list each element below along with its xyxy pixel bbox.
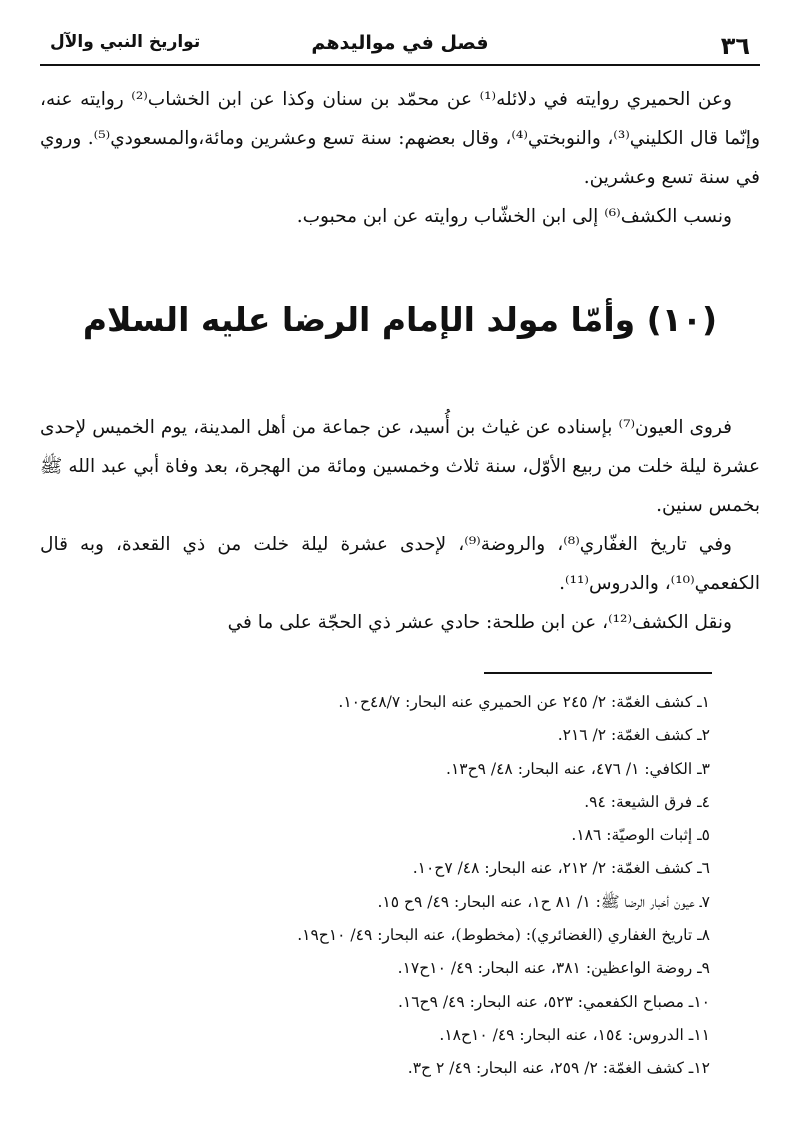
page-number: ٣٦ [720,32,750,60]
footnote: ٨ـ تاريخ الغفاري (الغضائري): (مخطوط)، عنه البحار: ٤٩/ ١٠ح١٩. [297,926,710,945]
section-heading: (١٠) وأمّا مولد الإمام الرضا عليه السلام [82,300,718,339]
footnote: ٣ـ الكافي: ١/ ٤٧٦، عنه البحار: ٤٨/ ٩ح١٣. [446,759,710,778]
page-header [40,28,760,62]
footnote: ٧ـ عيون أخبار الرضا ﷺ: ١/ ٨١ ح١، عنه البحار: ٤٩/ ٩ح ١٥. [377,892,710,911]
footnote: ٦ـ كشف الغمّة: ٢/ ٢١٢، عنه البحار: ٤٨/ ٧ح١٠. [412,859,710,878]
footnote: ١٠ـ مصباح الكفعمي: ٥٢٣، عنه البحار: ٤٩/ ٩ح١٦. [397,992,710,1011]
book-title: تواريخ النبي والآل [50,32,201,52]
footnote: ١١ـ الدروس: ١٥٤، عنه البحار: ٤٩/ ١٠ح١٨. [439,1025,710,1044]
header-divider [40,64,760,66]
footnote: ١٢ـ كشف الغمّة: ٢/ ٢٥٩، عنه البحار: ٤٩/ ٢ ح٣. [407,1059,710,1078]
footnote: ١ـ كشف الغمّة: ٢/ ٢٤٥ عن الحميري عنه البحار: ٤٨/٧ح١٠. [338,693,710,711]
paragraph: وعن الحميري روايته في دلائله⁽¹⁾ عن محمّد بن سنان وكذا عن ابن الخشاب⁽²⁾ روايته عنه، وإنّما قال الكليني⁽³⁾، والنوبختي⁽⁴⁾، وقال بعضهم: سنة تسع وعشرين ومائة،والمسعودي⁽⁵⁾. وروي في سنة تسع وعشرين. [40,89,760,188]
footnote: ٤ـ فرق الشيعة: ٩٤. [584,792,710,811]
footnote: ٩ـ روضة الواعظين: ٣٨١، عنه البحار: ٤٩/ ١٠ح١٧. [397,959,710,978]
main-text-block [40,408,760,642]
footnote: ٥ـ إثبات الوصيّة: ١٨٦. [571,826,710,845]
chapter-title: فصل في مواليدهم [311,32,489,54]
footnote-divider [484,672,712,674]
footnote: ٢ـ كشف الغمّة: ٢/ ٢١٦. [557,726,710,745]
footnotes-list [150,686,710,1086]
paragraph: ونسب الكشف⁽⁶⁾ إلى ابن الخشّاب روايته عن ابن محبوب. [296,206,732,227]
top-text-block [40,80,760,236]
paragraph: ونقل الكشف⁽¹²⁾، عن ابن طلحة: حادي عشر ذي الحجّة على ما في [227,612,732,633]
paragraph: وفي تاريخ الغفّاري⁽⁸⁾، والروضة⁽⁹⁾، لإحدى عشرة ليلة خلت من ذي القعدة، وبه قال الكفعمي⁽¹⁰⁾، والدروس⁽¹¹⁾. [40,534,760,594]
paragraph: فروى العيون⁽⁷⁾ بإسناده عن غياث بن أُسيد، عن جماعة من أهل المدينة، يوم الخميس لإحدى عشرة ليلة خلت من ربيع الأوّل، سنة ثلاث وخمسين ومائة من الهجرة، بعد وفاة أبي عبد الله ﷺ بخمس سنين. [40,417,760,516]
